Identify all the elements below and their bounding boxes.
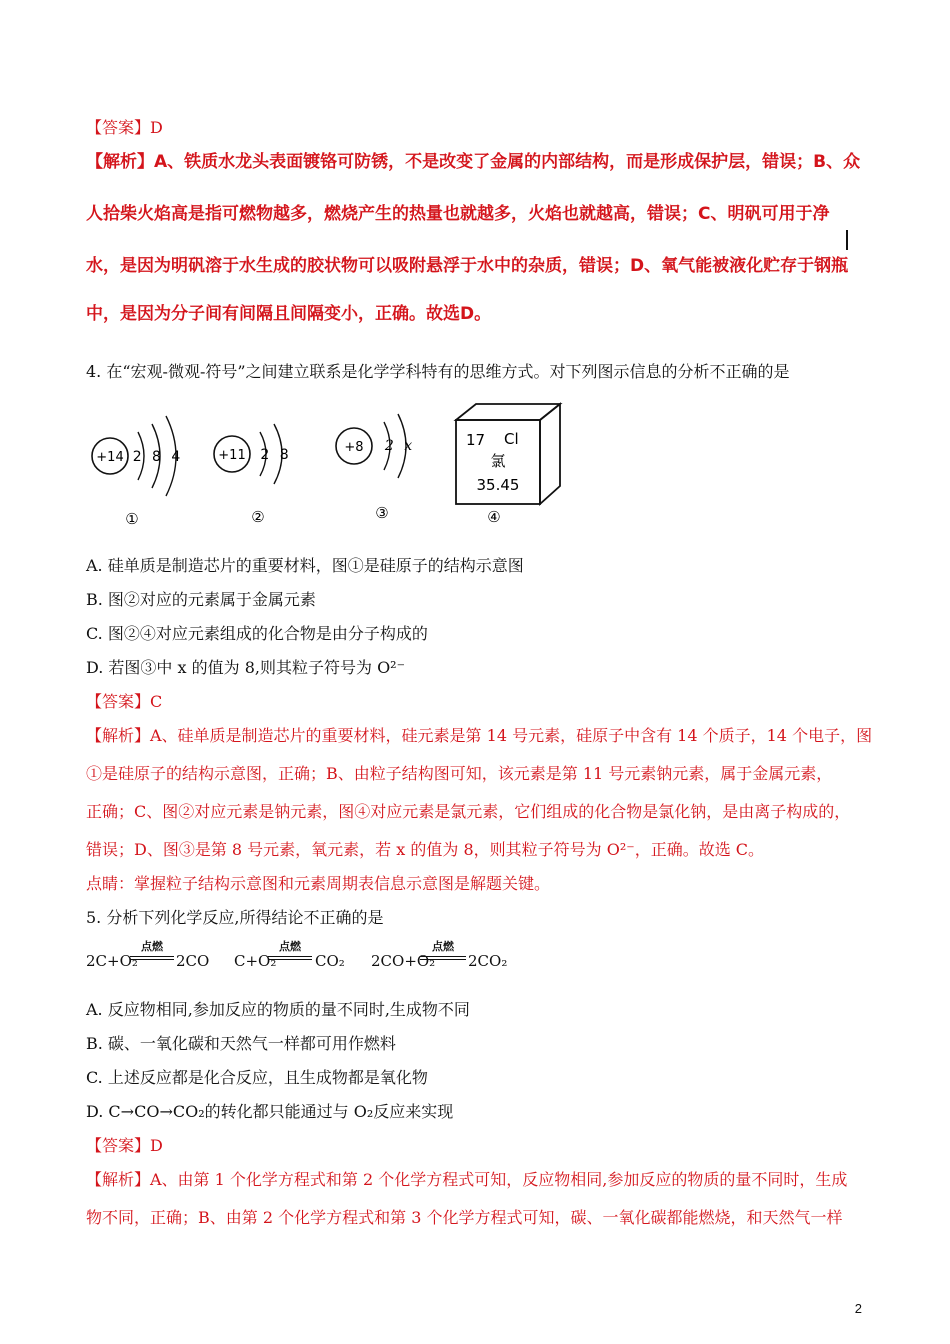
periodic-table-cell-chlorine (448, 400, 568, 535)
cube-side (540, 404, 560, 504)
reaction-condition: 点燃 (141, 940, 163, 953)
analysis-line: 水，是因为明矾溶于水生成的胶状物可以吸附悬浮于水中的杂质，错误；D、氧气能被液化贮存于钢瓶 (86, 256, 849, 276)
figure-label: ① (125, 510, 139, 528)
electron-counts: 2 8 4 (132, 449, 184, 465)
analysis-line: ①是硅原子的结构示意图，正确；B、由粒子结构图可知，该元素是第 11 号元素钠元素，属于金属元素， (86, 764, 833, 783)
option-d: D. 若图③中 x 的值为 8,则其粒子符号为 O²⁻ (86, 658, 406, 677)
atomic-mass: 35.45 (476, 476, 520, 494)
analysis-line: 中，是因为分子间有间隔且间隔变小，正确。故选D。 (86, 304, 492, 324)
analysis-line: 正确；C、图②对应元素是钠元素，图④对应元素是氯元素，它们组成的化合物是氯化钠，是由离子构成的， (86, 802, 851, 821)
element-name: 氯 (490, 452, 506, 470)
electron-counts: 2 8 (260, 447, 292, 463)
analysis-line: 错误；D、图③是第 8 号元素，氧元素，若 x 的值为 8，则其粒子符号为 O²⁻，正确。故选 C。 (86, 840, 765, 859)
atomic-number: 17 (466, 431, 486, 449)
option-c: C. 图②④对应元素组成的化合物是由分子构成的 (86, 624, 428, 643)
atom-diagram-sodium (210, 410, 310, 530)
analysis-line: 物不同，正确；B、由第 2 个化学方程式和第 3 个化学方程式可知，碳、一氧化碳都能燃烧，和天然气一样 (86, 1208, 843, 1227)
atom-diagram-silicon (88, 410, 198, 530)
figure-label: ④ (487, 508, 501, 526)
nucleus-charge: +8 (344, 440, 364, 455)
option-b: B. 图②对应的元素属于金属元素 (86, 590, 316, 609)
option-a: A. 硅单质是制造芯片的重要材料，图①是硅原子的结构示意图 (86, 556, 524, 575)
reaction-arrow (420, 941, 466, 960)
analysis-line: 【解析】A、由第 1 个化学方程式和第 2 个化学方程式可知，反应物相同,参加反应的物质的量不同时，生成 (86, 1170, 848, 1189)
nucleus-charge: +11 (218, 448, 246, 463)
reaction-arrow (268, 941, 312, 960)
element-symbol: Cl (504, 430, 519, 448)
text-cursor (846, 230, 848, 250)
equation-left: C+O₂ (234, 952, 277, 970)
tip-line: 点睛：掌握粒子结构示意图和元素周期表信息示意图是解题关键。 (86, 874, 551, 893)
option-a: A. 反应物相同,参加反应的物质的量不同时,生成物不同 (86, 1000, 470, 1019)
equation-right: 2CO (176, 952, 210, 970)
nucleus-charge: +14 (96, 450, 124, 465)
reaction-arrow (130, 941, 174, 960)
electron-counts: 2 x (384, 438, 416, 454)
page-number: 2 (854, 1301, 862, 1316)
option-d: D. C→CO→CO₂的转化都只能通过与 O₂反应来实现 (86, 1102, 454, 1121)
analysis-line: 【解析】A、铁质水龙头表面镀铬可防锈，不是改变了金属的内部结构，而是形成保护层，错误；B、众 (86, 152, 861, 172)
analysis-line: 【解析】A、硅单质是制造芯片的重要材料，硅元素是第 14 号元素，硅原子中含有 14 个质子，14 个电子，图 (86, 726, 873, 745)
equation-right: CO₂ (315, 952, 345, 970)
equation-left: 2CO+O₂ (371, 952, 436, 970)
answer-label: 【答案】C (86, 692, 163, 711)
atom-diagram-oxygen (330, 408, 430, 528)
answer-label: 【答案】D (86, 118, 163, 137)
figure-label: ③ (375, 504, 389, 522)
question-stem: 4. 在“宏观-微观-符号”之间建立联系是化学学科特有的思维方式。对下列图示信息的分析不正确的是 (86, 362, 790, 381)
question-stem: 5. 分析下列化学反应,所得结论不正确的是 (86, 908, 384, 927)
reaction-condition: 点燃 (279, 940, 301, 953)
equation-left: 2C+O₂ (86, 952, 138, 970)
answer-label: 【答案】D (86, 1136, 163, 1155)
equation-right: 2CO₂ (468, 952, 508, 970)
option-b: B. 碳、一氧化碳和天然气一样都可用作燃料 (86, 1034, 396, 1053)
reaction-condition: 点燃 (432, 940, 454, 953)
option-c: C. 上述反应都是化合反应，且生成物都是氧化物 (86, 1068, 428, 1087)
figure-label: ② (251, 508, 265, 526)
analysis-line: 人拾柴火焰高是指可燃物越多，燃烧产生的热量也就越多，火焰也就越高，错误；C、明矾可用于净 (86, 204, 830, 224)
